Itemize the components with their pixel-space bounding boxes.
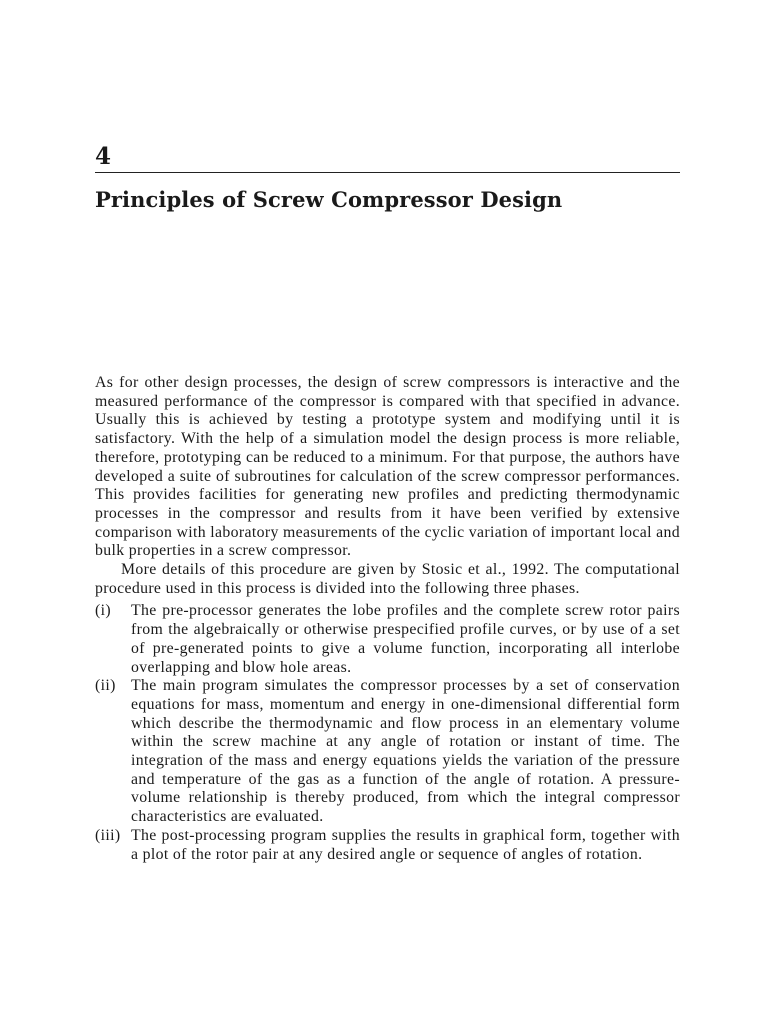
phase-list-item [95, 827, 680, 864]
list-item-text: The main program simulates the compressor processes by a set of conservation equations for mass, momentum and energy in one-dimensional differential form which describe the thermodynamic and flow process in an elementary volume within the screw machine at any angle of rotation or instant of time. The integration of the mass and energy equations yields the variation of the pressure and temperature of the gas as a function of the angle of rotation. A pressure-volume relationship is thereby produced, from which the integral compressor characteristics are evaluated. [131, 677, 680, 826]
chapter-body [95, 374, 680, 864]
chapter-title: Principles of Screw Compressor Design [95, 187, 563, 212]
body-paragraph-1: As for other design processes, the design of screw compressors is interactive and the measured performance of the compressor is compared with that specified in advance. Usually this is achieved by testing a prototype system and modifying until it is satisfactory. With the help of a simulation model the design process is more reliable, therefore, prototyping can be reduced to a minimum. For that purpose, the authors have developed a suite of subroutines for calculation of the screw compressor performances. This provides facilities for generating new profiles and predicting thermodynamic processes in the compressor and results from it have been verified by extensive comparison with laboratory measurements of the cyclic variation of important local and bulk properties in a screw compressor. [95, 374, 681, 560]
list-item-text: The pre-processor generates the lobe profiles and the complete screw rotor pairs from the algebraically or otherwise prespecified profile curves, or by use of a set of pre-generated points to give a volume function, incorporating all interlobe overlapping and blow hole areas. [131, 602, 680, 676]
phase-list [95, 602, 680, 864]
phase-list-item [95, 677, 680, 827]
list-marker: (ii) [95, 677, 116, 695]
list-item-text: The post-processing program supplies the results in graphical form, together with a plot of the rotor pair at any desired angle or sequence of angles of rotation. [131, 826, 680, 863]
chapter-number: 4 [95, 143, 112, 170]
body-paragraph-2: More details of this procedure are given by Stosic et al., 1992. The computational procedure used in this process is divided into the following three phases. [95, 561, 680, 597]
list-marker: (iii) [95, 826, 121, 844]
list-marker: (i) [95, 602, 111, 620]
phase-list-item [95, 602, 680, 677]
chapter-rule [95, 172, 680, 173]
